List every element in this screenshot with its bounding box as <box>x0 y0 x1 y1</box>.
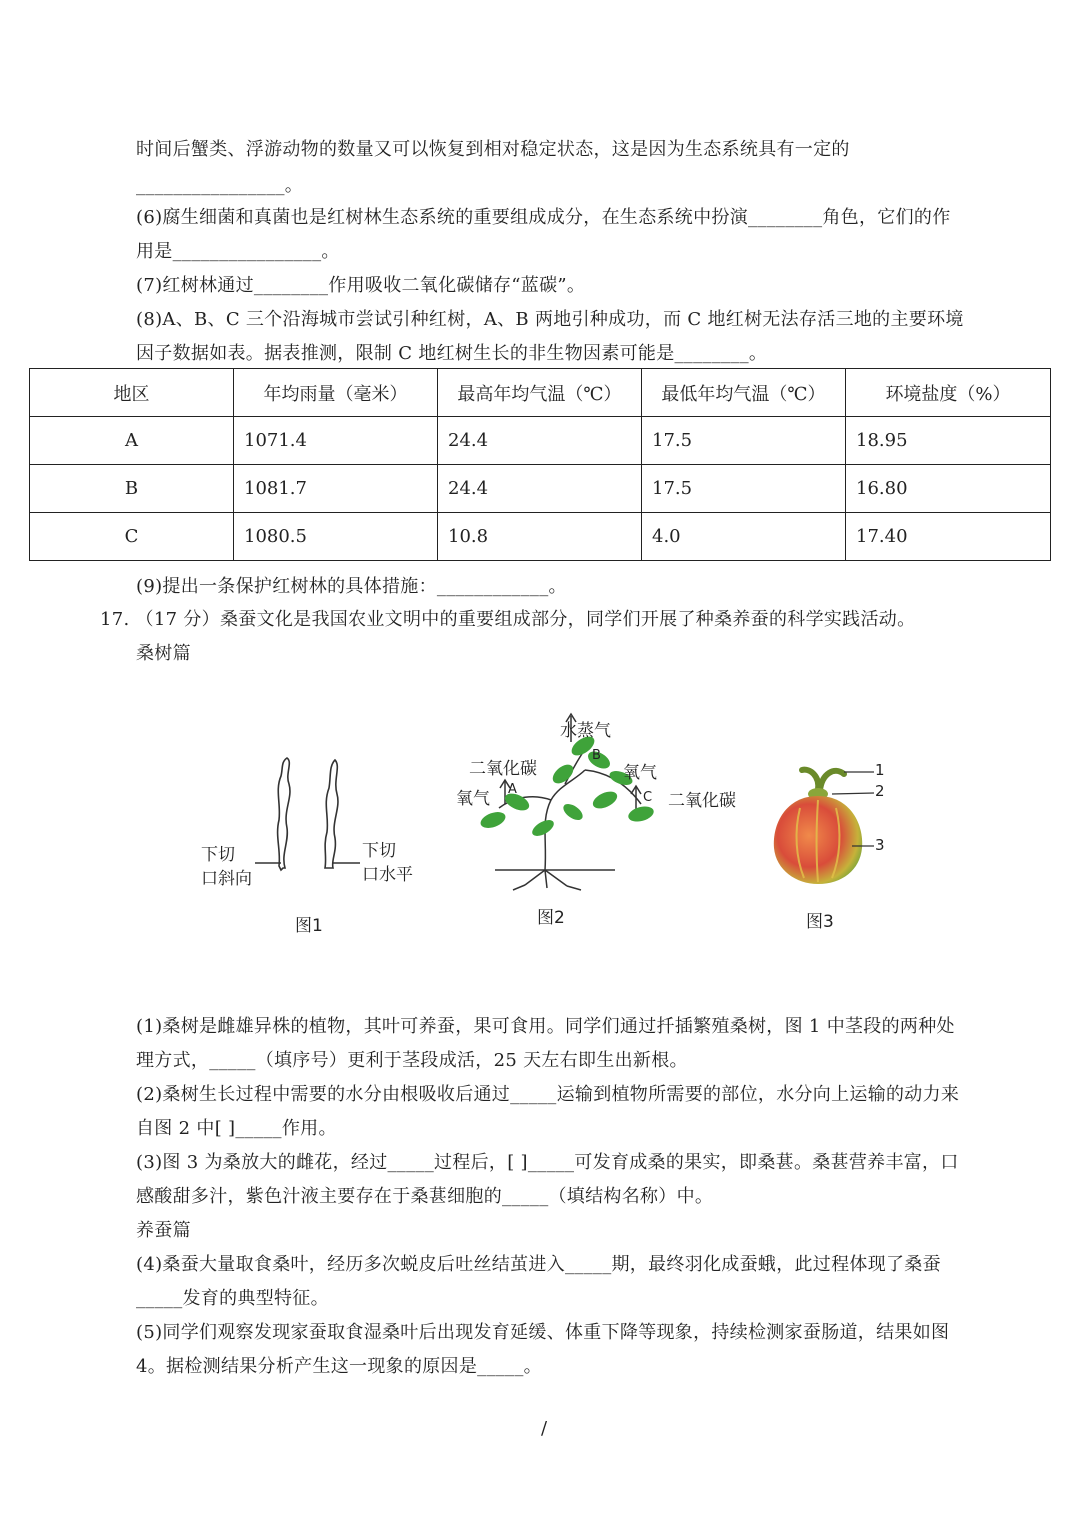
leaf <box>549 761 576 787</box>
label-cut-horizontal-1: 下切 <box>362 841 396 861</box>
stigma <box>802 770 844 790</box>
table-header-cell: 最低年均气温（℃） <box>642 369 846 417</box>
text-line: 时间后蟹类、浮游动物的数量又可以恢复到相对稳定状态，这是因为生态系统具有一定的 <box>136 139 850 160</box>
plant-stem <box>545 770 585 870</box>
slanted-cut-stem <box>278 758 290 870</box>
label-cut-slanted-2: 口斜向 <box>201 869 252 889</box>
table-cell: 17.5 <box>642 465 846 513</box>
question-6-line-2: 用是________________。 <box>136 241 340 262</box>
pointer-line <box>832 793 874 794</box>
label-o2-right: 氧气 <box>623 763 657 783</box>
question-17-heading: 17. （17 分）桑蚕文化是我国农业文明中的重要组成部分，同学们开展了种桑养蚕的科学实践活动。 <box>100 609 916 630</box>
table-cell: 10.8 <box>438 513 642 561</box>
answer-blank-line: ________________。 <box>136 175 304 196</box>
part-2-line-1: (2)桑树生长过程中需要的水分由根吸收后通过_____运输到植物所需要的部位，水分向上运输的动力来 <box>136 1084 960 1105</box>
table-cell: 1071.4 <box>234 417 438 465</box>
table-cell: A <box>30 417 234 465</box>
figure-2-caption: 图2 <box>537 908 565 928</box>
figure-3-caption: 图3 <box>806 912 834 932</box>
label-cut-slanted-1: 下切 <box>201 845 235 865</box>
part-1-line-1: (1)桑树是雌雄异株的植物，其叶可养蚕，果可食用。同学们通过扦插繁殖桑树，图 1 中茎段的两种处 <box>136 1016 955 1037</box>
label-cut-horizontal-2: 口水平 <box>362 865 413 885</box>
table-row <box>30 417 1051 465</box>
table-cell: 16.80 <box>846 465 1051 513</box>
page-number: / <box>541 1418 548 1439</box>
part-4-line-2: _____发育的典型特征。 <box>136 1288 329 1309</box>
label-b: B <box>592 748 601 763</box>
table-cell: 4.0 <box>642 513 846 561</box>
plant-roots <box>513 870 581 890</box>
leaf <box>530 817 557 839</box>
table-header-cell: 环境盐度（%） <box>846 369 1051 417</box>
question-8-line-1: (8)A、B、C 三个沿海城市尝试引种红树，A、B 两地引种成功，而 C 地红树无法存活三地的主要环境 <box>136 309 964 330</box>
table-header-cell: 最高年均气温（℃） <box>438 369 642 417</box>
table-header-cell: 年均雨量（毫米） <box>234 369 438 417</box>
question-6-line-1: (6)腐生细菌和真菌也是红树林生态系统的重要组成成分，在生态系统中扮演________角色，它们的作 <box>136 207 951 228</box>
leaf <box>561 801 586 823</box>
table-cell: 24.4 <box>438 465 642 513</box>
part-2-line-2: 自图 2 中[ ]_____作用。 <box>136 1118 337 1139</box>
label-3: 3 <box>875 836 885 854</box>
part-3-line-2: 感酸甜多汁，紫色汁液主要存在于桑葚细胞的_____（填结构名称）中。 <box>136 1186 714 1207</box>
label-2: 2 <box>875 782 885 800</box>
part-5-line-2: 4。据检测结果分析产生这一现象的原因是_____。 <box>136 1356 542 1377</box>
table-header-row <box>30 369 1051 417</box>
part-1-line-2: 理方式，_____（填序号）更利于茎段成活，25 天左右即生出新根。 <box>136 1050 688 1071</box>
leaf <box>478 809 507 831</box>
label-co2-left: 二氧化碳 <box>469 759 537 779</box>
table-cell: 17.5 <box>642 417 846 465</box>
question-8-line-2: 因子数据如表。据表推测，限制 C 地红树生长的非生物因素可能是________。 <box>136 343 768 364</box>
leaf <box>590 788 619 812</box>
table-cell: C <box>30 513 234 561</box>
label-o2-left: 氧气 <box>456 789 490 809</box>
part-4-line-1: (4)桑蚕大量取食桑叶，经历多次蜕皮后吐丝结茧进入_____期，最终羽化成蚕蛾，此过程体现了桑蚕 <box>136 1254 941 1275</box>
part-3-line-1: (3)图 3 为桑放大的雌花，经过_____过程后，[ ]_____可发育成桑的果实，即桑葚。桑葚营养丰富，口 <box>136 1152 959 1173</box>
environment-factor-table <box>29 368 1051 561</box>
table-cell: 17.40 <box>846 513 1051 561</box>
table-cell: B <box>30 465 234 513</box>
horizontal-cut-stem <box>325 760 338 868</box>
question-7: (7)红树林通过________作用吸收二氧化碳储存“蓝碳”。 <box>136 275 586 296</box>
label-a: A <box>508 782 517 797</box>
table-cell: 18.95 <box>846 417 1051 465</box>
table-cell: 1081.7 <box>234 465 438 513</box>
table-header-cell: 地区 <box>30 369 234 417</box>
section-title-mulberry: 桑树篇 <box>136 643 191 664</box>
label-1: 1 <box>875 761 885 779</box>
table-row <box>30 465 1051 513</box>
label-water-vapor: 水蒸气 <box>560 721 611 741</box>
table-row <box>30 513 1051 561</box>
section-title-silkworm: 养蚕篇 <box>136 1220 191 1241</box>
part-5-line-1: (5)同学们观察发现家蚕取食湿桑叶后出现发育延缓、体重下降等现象，持续检测家蚕肠道，结果如图 <box>136 1322 950 1343</box>
label-co2-right: 二氧化碳 <box>668 791 736 811</box>
table-cell: 1080.5 <box>234 513 438 561</box>
leaf <box>502 790 531 814</box>
question-9: (9)提出一条保护红树林的具体措施：____________。 <box>136 576 567 597</box>
table-cell: 24.4 <box>438 417 642 465</box>
leaf <box>627 804 656 824</box>
label-c: C <box>643 790 653 805</box>
figure-1-caption: 图1 <box>295 916 323 936</box>
